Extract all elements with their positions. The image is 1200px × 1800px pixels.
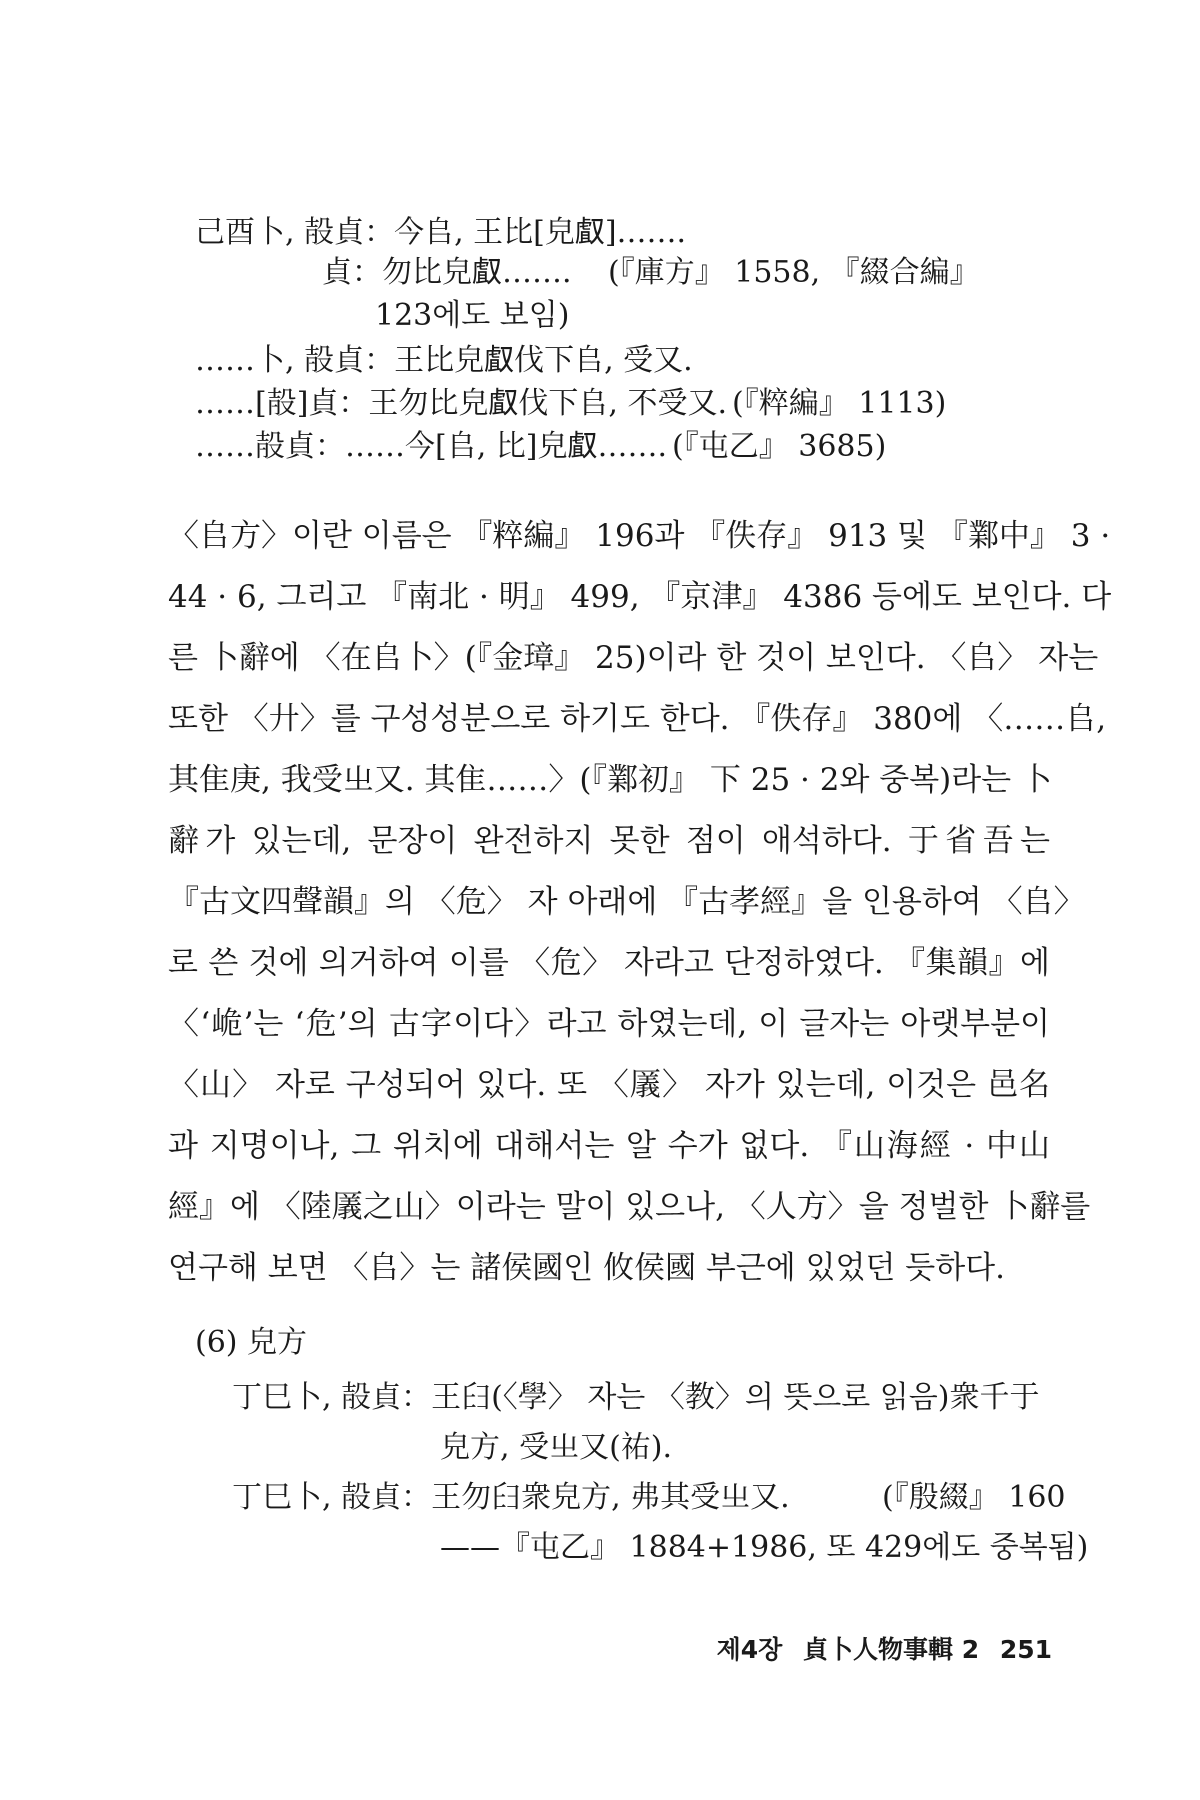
inscription-line [232,1478,790,1518]
page-number: 251 [999,1635,1052,1664]
body-paragraph [168,506,1112,1299]
footer-title: 貞卜人物事輯 2 [802,1635,980,1664]
paragraph-line: 과 지명이나, 그 위치에 대해서는 알 수가 없다. 『山海經 · 中山 [168,1128,1050,1164]
inscription-label: 己酉卜, 㱿貞： [195,215,395,250]
inscription-line [440,1428,672,1468]
inscription-text: 王𦥑(〈學〉 자는 〈教〉의 뜻으로 읽음)衆千于 [431,1380,1040,1415]
inscription-label: 丁巳卜, 㱿貞： [232,1480,432,1515]
paragraph-line: 其隹庚, 我受㞢又. 其隹……〉(『鄴初』 下 25 · 2와 중복)라는 卜 [168,762,1052,798]
inscription-text: 王勿𦥑衆皃方, 弗其受㞢又. [431,1480,790,1515]
inscription-line [440,1528,1088,1568]
section-heading: (6) 皃方 [195,1325,308,1360]
inscription-text: 123에도 보임) [375,298,570,333]
paragraph-line: 로 쓴 것에 의거하여 이를 〈危〉 자라고 단정하였다. 『集韻』에 [168,945,1050,981]
footer-chapter: 제4장 [716,1635,783,1664]
inscription-line [195,213,686,253]
paragraph-line: 辭가 있는데, 문장이 완전하지 못한 점이 애석하다. 于省吾는 [168,823,1050,859]
inscription-text: ——『屯乙』 1884+1986, 또 429에도 중복됨) [440,1530,1089,1565]
paragraph-line: 〈山〉 자로 구성되어 있다. 또 〈㕒〉 자가 있는데, 이것은 邑名 [168,1067,1050,1103]
inscription-text: 王比皃𠭯伐下𠂤, 受又. [394,343,693,378]
paragraph-line: 經』에 〈陸㕒之山〉이라는 말이 있으나, 〈人方〉을 정벌한 卜辭를 [168,1189,1091,1225]
inscription-label: ……卜, 㱿貞： [195,343,395,378]
paragraph-line: 〈‘峗’는 ‘危’의 古字이다〉라고 하였는데, 이 글자는 아랫부분이 [168,1006,1050,1042]
paragraph-line: 〈𠂤方〉이란 이름은 『粹編』 196과 『佚存』 913 및 『鄴中』 3 · [168,518,1111,554]
paragraph-line: 44 · 6, 그리고 『南北 · 明』 499, 『京津』 4386 등에도 보인다. 다 [168,579,1112,615]
inscription-text: ……今[𠂤, 比]皃𠭯……. [345,429,668,464]
running-footer [705,1630,1052,1670]
citation: (『粹編』 1113) [732,386,947,421]
inscription-line [195,341,693,381]
inscription-text: 今𠂤, 王比[皃𠭯]……. [394,215,687,250]
paragraph-line: 른 卜辭에 〈在𠂤卜〉(『金璋』 25)이라 한 것이 보인다. 〈𠂤〉 자는 [168,640,1099,676]
paragraph-line: 또한 〈廾〉를 구성성분으로 하기도 한다. 『佚存』 380에 〈……𠂤, [168,701,1107,737]
citation: (『屯乙』 3685) [672,429,887,464]
inscription-label: 貞： [322,255,382,290]
citation: (『殷綴』 160 [882,1480,1066,1515]
paragraph-line: 『古文四聲韻』의 〈危〉 자 아래에 『古孝經』을 인용하여 〈𠂤〉 [168,884,1085,920]
inscription-line [375,296,569,336]
paragraph-line: 연구해 보면 〈𠂤〉는 諸侯國인 攸侯國 부근에 있었던 듯하다. [168,1250,1005,1286]
inscription-line [232,1378,1039,1418]
inscription-line [195,384,727,424]
citation: (『庫方』 1558, 『綴合編』 [608,255,980,290]
inscription-label: 丁巳卜, 㱿貞： [232,1380,432,1415]
inscription-label: ……[㱿]貞： [195,386,369,421]
inscription-line [322,253,572,293]
inscription-text: 勿比皃𠭯……. [382,255,572,290]
inscription-label: ……㱿貞： [195,429,345,464]
inscription-text: 王勿比皃𠭯伐下𠂤, 不受又. [368,386,728,421]
inscription-text: 皃方, 受㞢又(祐). [440,1430,673,1465]
inscription-line [195,427,667,467]
